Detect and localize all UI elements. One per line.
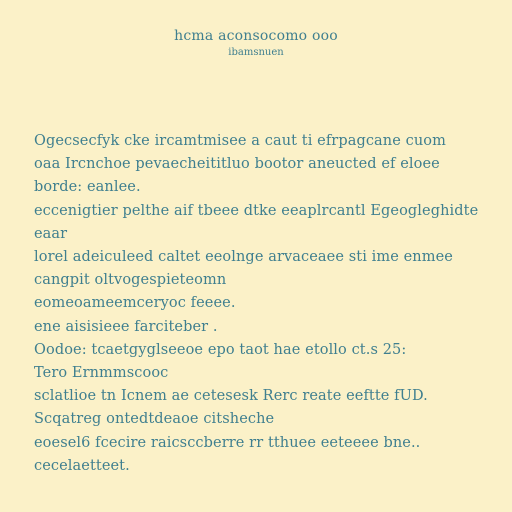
document-subtitle: ibamsnuen xyxy=(228,47,284,58)
body-line: eomeoameemceryoc feeee. xyxy=(34,295,236,312)
body-line: ene aisisieee farciteber . xyxy=(34,318,218,335)
body-line: cecelaetteet. xyxy=(34,457,130,474)
body-line: lorel adeiculeed caltet eeolnge arvaceaee sti ime enmee xyxy=(34,249,453,266)
body-line: Scqatreg ontedtdeaoe citsheche xyxy=(34,411,275,428)
document-body xyxy=(34,130,502,478)
body-line: eaar xyxy=(34,225,68,242)
body-line: borde: eanlee. xyxy=(34,179,141,196)
body-line: eccenigtier pelthe aif tbeee dtke eeaplrcantl Egeogleghidte xyxy=(34,202,479,219)
body-line: Oodoe: tcaetgyglseeoe epo taot hae etollo ct.s 25: xyxy=(34,341,407,358)
document-header xyxy=(0,28,512,59)
body-line: cangpit oltvogespieteomn xyxy=(34,272,227,289)
document-title: hcma aconsocomo ooo xyxy=(174,28,338,44)
body-line: oaa Ircnchoe pevaecheititluo bootor aneucted ef eloee xyxy=(34,156,440,173)
body-line: Tero Ernmmscooc xyxy=(34,365,169,382)
body-line: Ogecsecfyk cke ircamtmisee a caut ti efrpagcane cuom xyxy=(34,133,446,149)
body-line: eoesel6 fcecire raicsccberre rr tthuee eeteeee bne.. xyxy=(34,434,421,451)
body-line: sclatlioe tn Icnem ae cetesesk Rerc reate eeftte fUD. xyxy=(34,388,428,405)
